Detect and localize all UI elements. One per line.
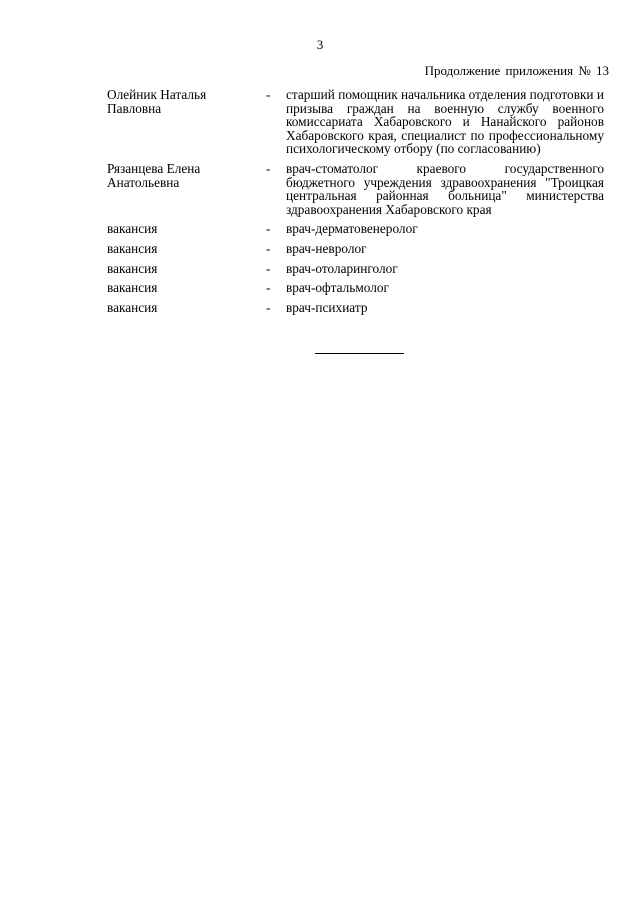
separator-dash: - [266,260,271,276]
roster-row [107,281,607,295]
roster-row [107,162,607,216]
member-name: Рязанцева Елена Анатольевна [107,160,201,190]
member-name: вакансия [107,280,158,296]
separator-dash: - [266,221,271,237]
roster-row [107,88,607,156]
member-name: вакансия [107,240,158,256]
member-name: вакансия [107,260,158,276]
separator-dash: - [266,280,271,296]
member-name: Олейник Наталья Павловна [107,87,207,116]
separator-dash: - [266,87,271,102]
roster-row [107,262,607,276]
member-position: врач-дерматовенеролог [286,221,418,237]
separator-dash: - [266,299,271,315]
member-position: врач-невролог [286,240,367,256]
roster-row [107,301,607,315]
end-of-list-rule [315,353,404,354]
member-position: врач-офтальмолог [286,280,389,296]
separator-dash: - [266,160,271,176]
member-name: вакансия [107,221,158,237]
member-position: врач-стоматолог краевого государственного бюджетного учреждения здравоохранения "Троицкая центральная районная больница" министерства здравоохранения Хабаровского края [286,160,604,217]
member-position: врач-отоларинголог [286,260,398,276]
roster-list [107,88,607,314]
roster-row [107,242,607,256]
member-name: вакансия [107,299,158,315]
member-position: врач-психиатр [286,299,368,315]
page-number: 3 [316,37,324,52]
roster-row [107,222,607,236]
appendix-continuation-heading: Продолжение приложения № 13 [424,63,609,78]
member-position: старший помощник начальника отделения подготовки и призыва граждан на военную службу военного комиссариата Хабаровского и Нанайского районов Хабаровского края, специалист по профессиональному психологическому отбору (по согласованию) [286,87,604,157]
separator-dash: - [266,240,271,256]
